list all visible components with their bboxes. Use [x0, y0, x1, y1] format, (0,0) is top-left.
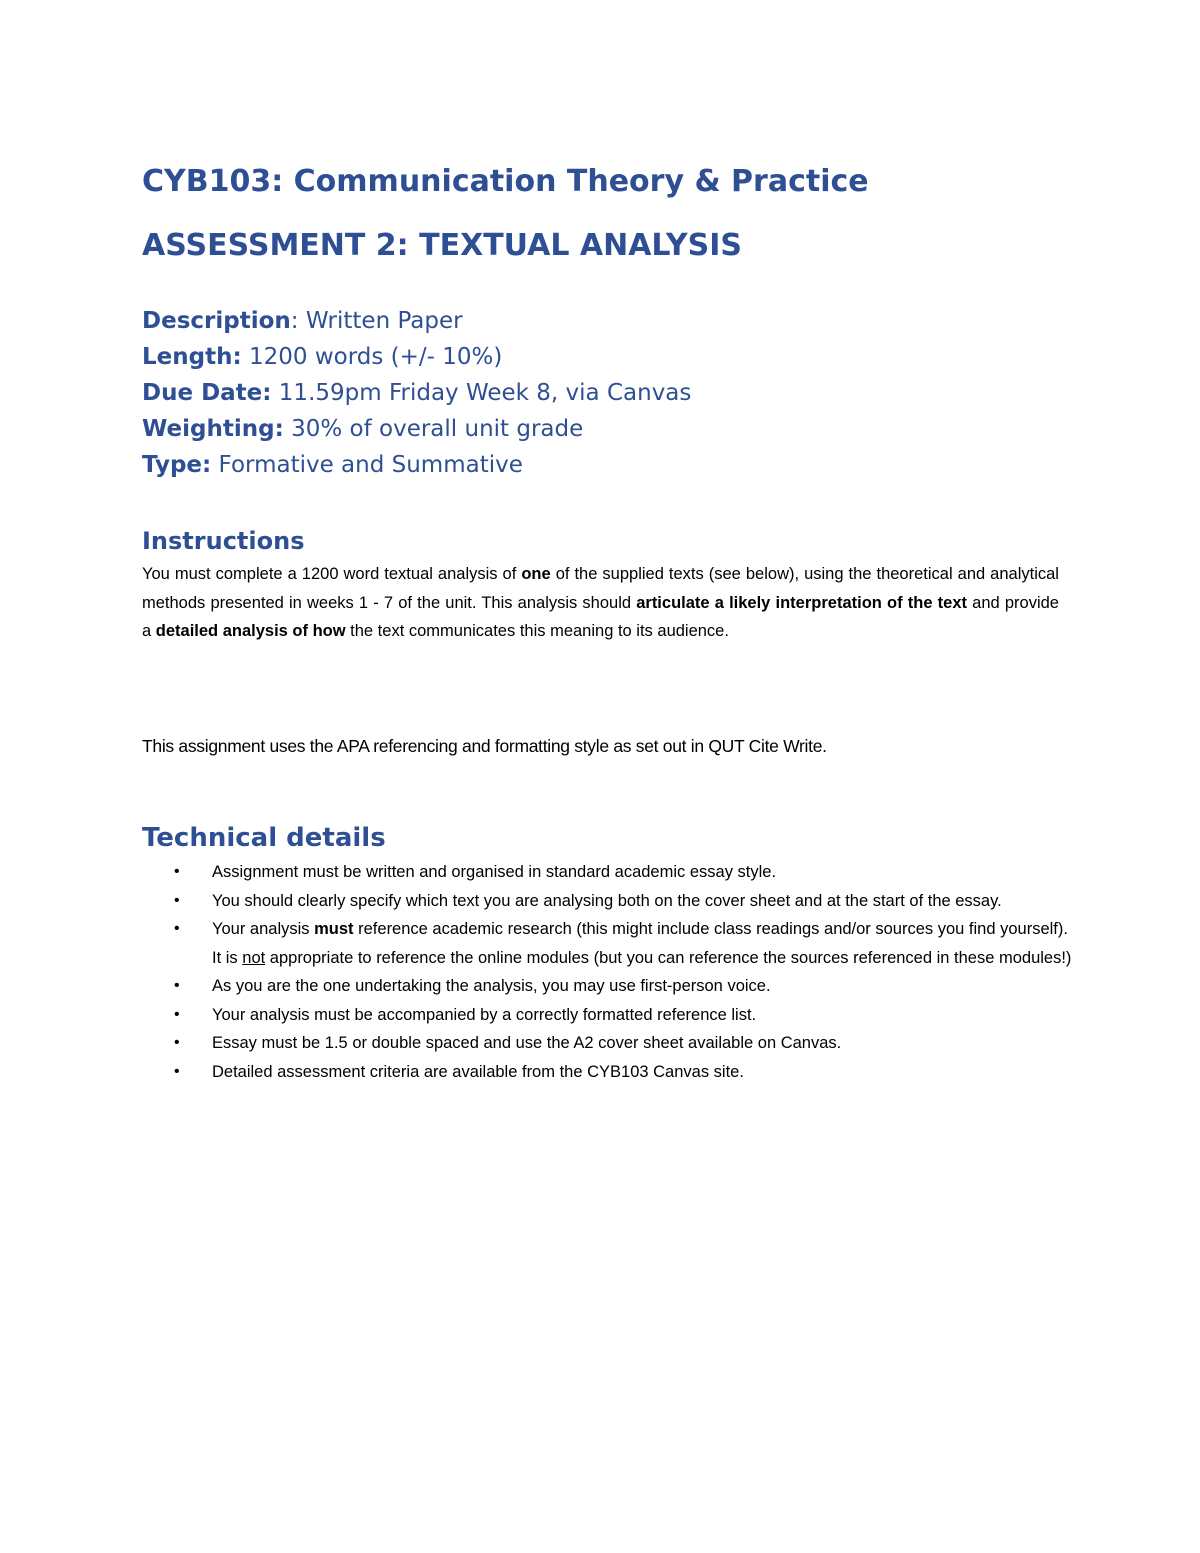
detail-label: Due Date: [142, 380, 272, 406]
instructions-text: of the supplied texts (see below), using the theoretical and analytical methods presented in weeks 1 - 7 of the unit. This analysis should [142, 565, 1059, 612]
list-item [142, 1029, 1072, 1058]
list-item [142, 858, 1072, 887]
instructions-text: and provide a [142, 593, 1059, 640]
list-item-text: Assignment must be written and organised in standard academic essay style. [212, 863, 777, 881]
list-item [142, 915, 1072, 972]
apa-referencing-note: This assignment uses the APA referencing and formatting style as set out in QUT Cite Write. [142, 736, 827, 756]
list-item-text: Your analysis must be accompanied by a correctly formatted reference list. [212, 1005, 757, 1024]
detail-separator [211, 452, 218, 478]
assessment-title: ASSESSMENT 2: TEXTUAL ANALYSIS [142, 228, 742, 263]
list-item-text: reference academic research (this might include class readings and/or sources you find yourself). It is [212, 920, 1068, 967]
detail-label: Length: [142, 344, 242, 370]
technical-details-list [142, 858, 1072, 1086]
bullet-icon: • [174, 977, 180, 994]
list-item-emphasis: must [314, 920, 354, 938]
technical-details-heading: Technical details [142, 823, 386, 853]
instructions-heading: Instructions [142, 527, 305, 555]
bullet-icon: • [174, 1062, 180, 1080]
detail-value: 30% of overall unit grade [291, 416, 584, 442]
list-item-text: appropriate to reference the online modules (but you can reference the sources referenced in these modules!) [265, 948, 1072, 967]
bullet-icon: • [174, 863, 180, 880]
detail-value: Written Paper [305, 308, 463, 334]
list-item [142, 887, 1072, 916]
bullet-icon: • [174, 920, 180, 937]
bullet-icon: • [174, 891, 180, 909]
detail-type [142, 447, 691, 483]
list-item-underline: not [242, 948, 266, 967]
assessment-details [142, 303, 691, 483]
instructions-text: the text communicates this meaning to its audience. [345, 622, 729, 640]
list-item-text: As you are the one undertaking the analysis, you may use first-person voice. [212, 977, 771, 995]
detail-value: 11.59pm Friday Week 8, via Canvas [278, 380, 692, 406]
list-item-text: You should clearly specify which text you are analysing both on the cover sheet and at the start of the essay. [212, 891, 1002, 910]
detail-value: Formative and Summative [218, 452, 523, 478]
detail-label: Description [142, 308, 291, 334]
bullet-icon: • [174, 1034, 180, 1051]
detail-separator: : [290, 308, 306, 334]
list-item [142, 1001, 1072, 1030]
detail-description [142, 303, 691, 339]
detail-separator [271, 380, 278, 406]
instructions-emphasis: one [521, 565, 551, 583]
detail-label: Type: [142, 452, 212, 478]
list-item-text: Detailed assessment criteria are available from the CYB103 Canvas site. [212, 1062, 744, 1081]
instructions-emphasis: detailed analysis of how [155, 622, 346, 640]
bullet-icon: • [174, 1005, 180, 1023]
instructions-paragraph [142, 560, 1059, 646]
detail-separator [242, 344, 249, 370]
list-item [142, 1058, 1072, 1087]
instructions-emphasis: articulate a likely interpretation of the text [636, 593, 968, 612]
detail-separator [284, 416, 291, 442]
list-item [142, 972, 1072, 1001]
list-item-text: Essay must be 1.5 or double spaced and use the A2 cover sheet available on Canvas. [212, 1034, 842, 1052]
detail-label: Weighting: [142, 416, 284, 442]
detail-due-date [142, 375, 691, 411]
instructions-text: You must complete a 1200 word textual analysis of [142, 565, 522, 583]
detail-length [142, 339, 691, 375]
detail-value: 1200 words (+/- 10%) [248, 344, 503, 370]
course-title: CYB103: Communication Theory & Practice [142, 164, 869, 199]
list-item-text: Your analysis [212, 920, 315, 938]
detail-weighting [142, 411, 691, 447]
